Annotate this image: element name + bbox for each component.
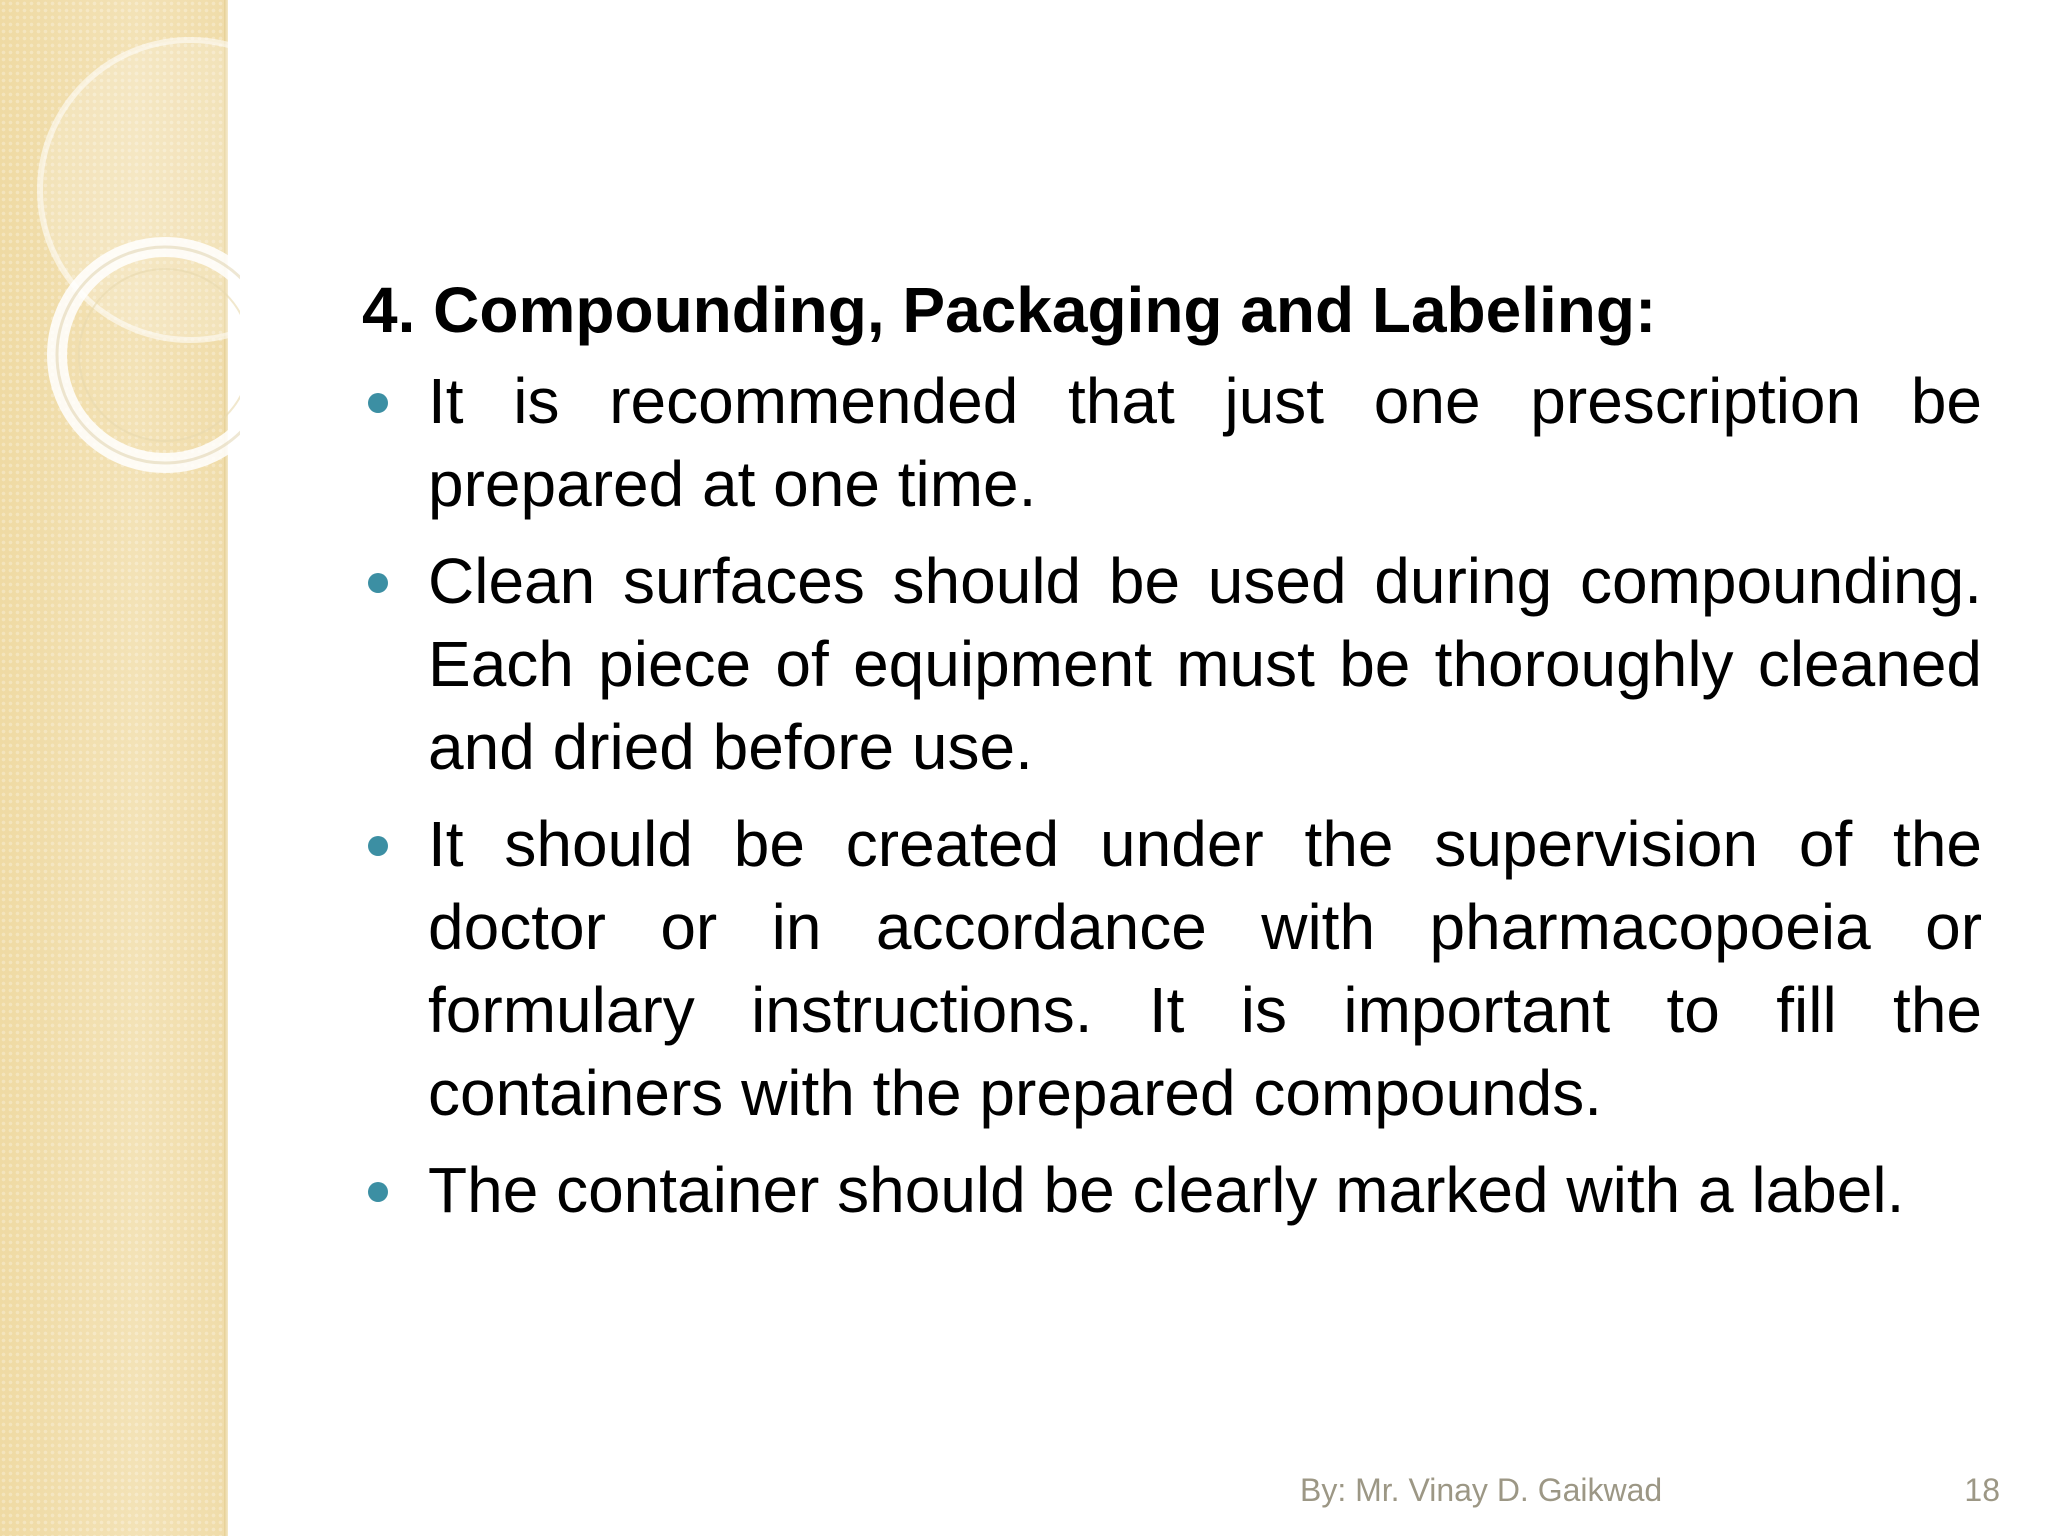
- bullet-icon: [368, 1182, 388, 1202]
- footer-author: By: Mr. Vinay D. Gaikwad: [1300, 1472, 1663, 1508]
- bullet-text: The container should be clearly marked with a label.: [428, 1154, 1905, 1226]
- bullet-text: Clean surfaces should be used during compounding. Each piece of equipment must be thoroughly cleaned and dried before use.: [428, 545, 1982, 783]
- bullet-item: [362, 540, 1982, 789]
- bullet-icon: [368, 393, 388, 413]
- page-number: 18: [1964, 1472, 2000, 1508]
- bullet-text: It should be created under the supervision of the doctor or in accordance with pharmacopoeia or formulary instructions. It is important to fill the containers with the prepared compounds.: [428, 808, 1982, 1129]
- slide-heading: 4. Compounding, Packaging and Labeling:: [362, 274, 1657, 346]
- bullet-item: [362, 1149, 1982, 1232]
- bullet-text: It is recommended that just one prescription be prepared at one time.: [428, 365, 1982, 520]
- bullet-item: [362, 360, 1982, 526]
- bullet-item: [362, 803, 1982, 1135]
- bullet-list: [362, 360, 1982, 1232]
- decorative-rings-icon: [0, 0, 240, 520]
- bullet-icon: [368, 836, 388, 856]
- slide-content: [362, 268, 1982, 1246]
- bullet-icon: [368, 573, 388, 593]
